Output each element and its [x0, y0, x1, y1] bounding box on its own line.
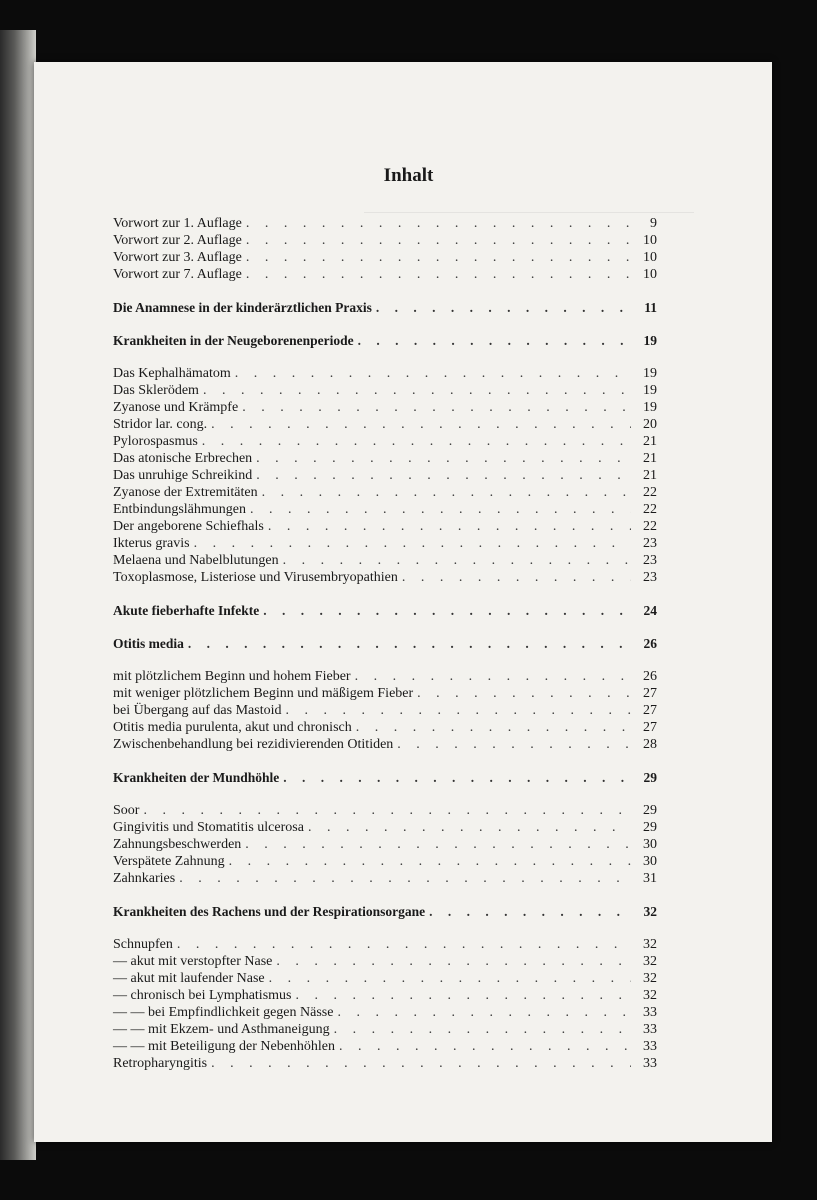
leader-dots	[235, 365, 631, 382]
toc-entry	[113, 535, 657, 552]
toc-entry	[113, 1021, 657, 1038]
toc-entry-label: Soor	[113, 803, 140, 818]
leader-dots	[402, 569, 631, 586]
toc-page-number: 33	[643, 1039, 657, 1054]
toc-entry-label: Zyanose der Extremitäten	[113, 485, 258, 500]
toc-page-number: 21	[643, 434, 657, 449]
leader-dots	[245, 836, 631, 853]
toc-entry	[113, 467, 657, 484]
toc-entry-label: Das Kephalhämatom	[113, 366, 231, 381]
toc-entry-label: Krankheiten des Rachens und der Respirationsorgane	[113, 904, 426, 919]
toc-page-number: 10	[643, 250, 657, 265]
toc-entry-label: Vorwort zur 1. Auflage	[113, 216, 242, 231]
leader-dots	[202, 433, 631, 450]
toc-entry-label: Krankheiten in der Neugeborenenperiode	[113, 333, 354, 348]
toc-entry-label: bei Übergang auf das Mastoid	[113, 703, 282, 718]
toc-page-number: 32	[643, 904, 657, 919]
leader-dots	[179, 870, 631, 887]
leader-dots	[429, 903, 631, 920]
toc-page-number: 32	[643, 937, 657, 952]
section-gap	[113, 316, 657, 332]
toc-page-number: 33	[643, 1005, 657, 1020]
leader-dots	[358, 332, 631, 349]
toc-entry	[113, 802, 657, 819]
toc-page-number: 26	[643, 636, 657, 651]
toc-page-number: 27	[643, 720, 657, 735]
toc-entry	[113, 702, 657, 719]
toc-page-number: 23	[643, 536, 657, 551]
toc-section-heading	[113, 769, 657, 786]
toc-entry-label: Der angeborene Schiefhals	[113, 519, 264, 534]
toc-page-number: 32	[643, 954, 657, 969]
toc-entry-label: — — mit Ekzem- und Asthmaneigung	[113, 1022, 330, 1037]
section-gap	[113, 619, 657, 635]
toc-page-number: 30	[643, 854, 657, 869]
toc-page-number: 21	[643, 468, 657, 483]
leader-dots	[246, 249, 631, 266]
toc-entry-label: Das Sklerödem	[113, 383, 199, 398]
toc-entry	[113, 719, 657, 736]
toc-page-number: 19	[643, 333, 657, 348]
toc-entry	[113, 215, 657, 232]
toc-entry	[113, 450, 657, 467]
toc-entry-label: Zyanose und Krämpfe	[113, 400, 239, 415]
book-spine-edge	[0, 30, 36, 1160]
section-gap	[113, 652, 657, 668]
leader-dots	[229, 853, 631, 870]
toc-entry-label: Verspätete Zahnung	[113, 854, 225, 869]
toc-page-number: 28	[643, 737, 657, 752]
leader-dots	[194, 535, 631, 552]
leader-dots	[211, 1055, 631, 1072]
leader-dots	[356, 719, 631, 736]
section-gap	[113, 753, 657, 769]
toc-section-heading	[113, 332, 657, 349]
leader-dots	[337, 1004, 631, 1021]
toc-entry-label: Das atonische Erbrechen	[113, 451, 253, 466]
toc-page-number: 31	[643, 871, 657, 886]
toc-entry-label: Ikterus gravis	[113, 536, 190, 551]
toc-entry-label: — akut mit laufender Nase	[113, 971, 265, 986]
toc-entry-label: Melaena und Nabelblutungen	[113, 553, 279, 568]
toc-page-number: 23	[643, 570, 657, 585]
leader-dots	[295, 987, 631, 1004]
toc-page-number: 33	[643, 1056, 657, 1071]
leader-dots	[177, 936, 631, 953]
toc-page-number: 19	[643, 383, 657, 398]
leader-dots	[242, 399, 631, 416]
leader-dots	[246, 266, 631, 283]
toc-entry	[113, 501, 657, 518]
toc-page-number: 29	[643, 803, 657, 818]
table-of-contents	[113, 215, 657, 1072]
toc-entry-label: Retropharyngitis	[113, 1056, 208, 1071]
toc-entry	[113, 685, 657, 702]
toc-page-number: 27	[643, 703, 657, 718]
toc-entry	[113, 953, 657, 970]
toc-entry-label: — — bei Empfindlichkeit gegen Nässe	[113, 1005, 334, 1020]
toc-entry-label: Akute fieberhafte Infekte	[113, 603, 260, 618]
leader-dots	[250, 501, 631, 518]
toc-entry-label: Vorwort zur 7. Auflage	[113, 267, 242, 282]
toc-page-number: 29	[643, 820, 657, 835]
toc-page-number: 27	[643, 686, 657, 701]
toc-entry-label: mit weniger plötzlichem Beginn und mäßigem Fieber	[113, 686, 414, 701]
toc-entry-label: Gingivitis und Stomatitis ulcerosa	[113, 820, 304, 835]
section-gap	[113, 920, 657, 936]
toc-entry	[113, 1055, 657, 1072]
toc-entry-label: Entbindungslähmungen	[113, 502, 246, 517]
toc-entry	[113, 987, 657, 1004]
toc-entry	[113, 249, 657, 266]
toc-entry-label: Das unruhige Schreikind	[113, 468, 253, 483]
toc-entry	[113, 569, 657, 586]
toc-entry	[113, 836, 657, 853]
toc-entry	[113, 736, 657, 753]
toc-section-heading	[113, 635, 657, 652]
leader-dots	[285, 702, 631, 719]
toc-page-number: 24	[643, 603, 657, 618]
leader-dots	[308, 819, 631, 836]
toc-entry	[113, 936, 657, 953]
toc-page-number: 32	[643, 971, 657, 986]
toc-section-heading	[113, 299, 657, 316]
leader-dots	[246, 215, 631, 232]
toc-entry	[113, 484, 657, 501]
leader-dots	[269, 970, 631, 987]
section-gap	[113, 349, 657, 365]
leader-dots	[339, 1038, 631, 1055]
leader-dots	[355, 668, 631, 685]
section-gap	[113, 283, 657, 299]
toc-entry-label: — — mit Beteiligung der Nebenhöhlen	[113, 1039, 336, 1054]
toc-entry-label: Zwischenbehandlung bei rezidivierenden Otitiden	[113, 737, 394, 752]
leader-dots	[397, 736, 631, 753]
toc-entry	[113, 819, 657, 836]
toc-page-number: 26	[643, 669, 657, 684]
toc-page-number: 20	[643, 417, 657, 432]
leader-dots	[263, 602, 631, 619]
toc-page-number: 10	[643, 267, 657, 282]
toc-page-number: 22	[643, 485, 657, 500]
toc-entry-label: Schnupfen	[113, 937, 173, 952]
toc-entry	[113, 382, 657, 399]
toc-page-number: 19	[643, 366, 657, 381]
toc-entry	[113, 853, 657, 870]
toc-entry-label: — akut mit verstopfter Nase	[113, 954, 273, 969]
toc-entry	[113, 518, 657, 535]
toc-entry	[113, 970, 657, 987]
toc-page-number: 9	[650, 216, 657, 231]
toc-entry	[113, 399, 657, 416]
toc-entry	[113, 416, 657, 433]
toc-page-number: 22	[643, 519, 657, 534]
toc-page-number: 32	[643, 988, 657, 1003]
toc-page-number: 21	[643, 451, 657, 466]
toc-entry	[113, 232, 657, 249]
leader-dots	[256, 467, 631, 484]
leader-dots	[256, 450, 631, 467]
leader-dots	[283, 769, 631, 786]
toc-entry	[113, 266, 657, 283]
toc-entry-label: Die Anamnese in der kinderärztlichen Praxis	[113, 300, 372, 315]
leader-dots	[143, 802, 631, 819]
toc-entry-label: Krankheiten der Mundhöhle	[113, 770, 280, 785]
toc-entry-label: Zahnungsbeschwerden	[113, 837, 242, 852]
toc-entry	[113, 1038, 657, 1055]
leader-dots	[246, 232, 631, 249]
leader-dots	[211, 416, 631, 433]
toc-entry-label: — chronisch bei Lymphatismus	[113, 988, 292, 1003]
toc-page-number: 11	[644, 300, 657, 315]
toc-entry-label: Vorwort zur 3. Auflage	[113, 250, 242, 265]
toc-page-number: 33	[643, 1022, 657, 1037]
toc-section-heading	[113, 602, 657, 619]
toc-page-number: 19	[643, 400, 657, 415]
toc-page-number: 30	[643, 837, 657, 852]
toc-entry	[113, 870, 657, 887]
toc-page-number: 10	[643, 233, 657, 248]
leader-dots	[283, 552, 631, 569]
leader-dots	[262, 484, 631, 501]
leader-dots	[334, 1021, 631, 1038]
section-gap	[113, 586, 657, 602]
leader-dots	[268, 518, 631, 535]
toc-entry	[113, 433, 657, 450]
leader-dots	[376, 299, 631, 316]
page-title: Inhalt	[383, 165, 434, 186]
toc-page-number: 22	[643, 502, 657, 517]
toc-entry-label: Otitis media	[113, 636, 184, 651]
toc-entry-label: Otitis media purulenta, akut und chronisch	[113, 720, 352, 735]
leader-dots	[276, 953, 631, 970]
leader-dots	[188, 635, 631, 652]
toc-entry	[113, 552, 657, 569]
toc-page-number: 23	[643, 553, 657, 568]
toc-entry	[113, 365, 657, 382]
leader-dots	[417, 685, 631, 702]
toc-section-heading	[113, 903, 657, 920]
section-gap	[113, 786, 657, 802]
toc-entry-label: Pylorospasmus	[113, 434, 198, 449]
leader-dots	[203, 382, 631, 399]
toc-entry-label: Zahnkaries	[113, 871, 176, 886]
toc-entry-label: Toxoplasmose, Listeriose und Virusembryopathien	[113, 570, 398, 585]
toc-entry-label: Stridor lar. cong.	[113, 417, 208, 432]
toc-entry-label: mit plötzlichem Beginn und hohem Fieber	[113, 669, 351, 684]
toc-entry	[113, 1004, 657, 1021]
toc-page-number: 29	[643, 770, 657, 785]
toc-entry-label: Vorwort zur 2. Auflage	[113, 233, 242, 248]
toc-entry	[113, 668, 657, 685]
section-gap	[113, 887, 657, 903]
